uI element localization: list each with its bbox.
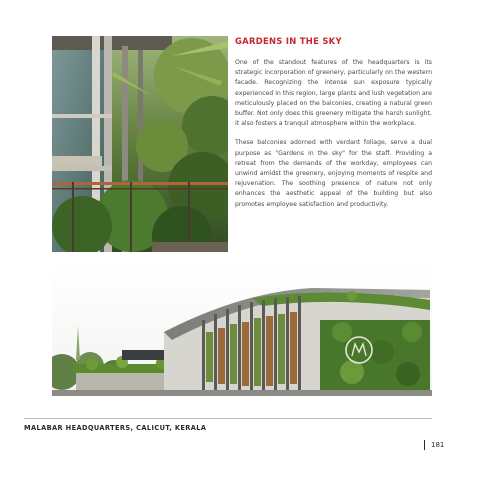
section-title: GARDENS IN THE SKY <box>235 36 342 46</box>
article-text-column <box>235 36 432 210</box>
page-number: 181 <box>431 441 445 449</box>
page-number-divider <box>424 440 425 450</box>
paragraph-1: One of the standout features of the headquarters is its strategic incorporation of greenery, particularly on the western facade. Recognizing the intense sun exposure typically experienced in this region, large plants and lush vegetation are meticulously placed on the balconies, creating a natural green buffer. Not only does this greenery mitigate the harsh sunlight, it also fosters a tranquil atmosphere within the workplace. <box>235 59 432 128</box>
building-facade-photo <box>52 262 432 396</box>
paragraph-2: These balconies adorned with verdant foliage, serve a dual purpose as "Gardens in the sky" for the staff. Providing a retreat from the demands of the workday, employees can unwind amidst the greenery, enjoying moments of respite and rejuvenation. The soothing presence of nature not only enhances the aesthetic appeal of the building but also promotes employee satisfaction and productivity. <box>235 139 432 208</box>
photo-caption: MALABAR HEADQUARTERS, CALICUT, KERALA <box>24 424 207 432</box>
balcony-garden-photo <box>52 36 228 252</box>
footer-divider <box>24 418 432 419</box>
